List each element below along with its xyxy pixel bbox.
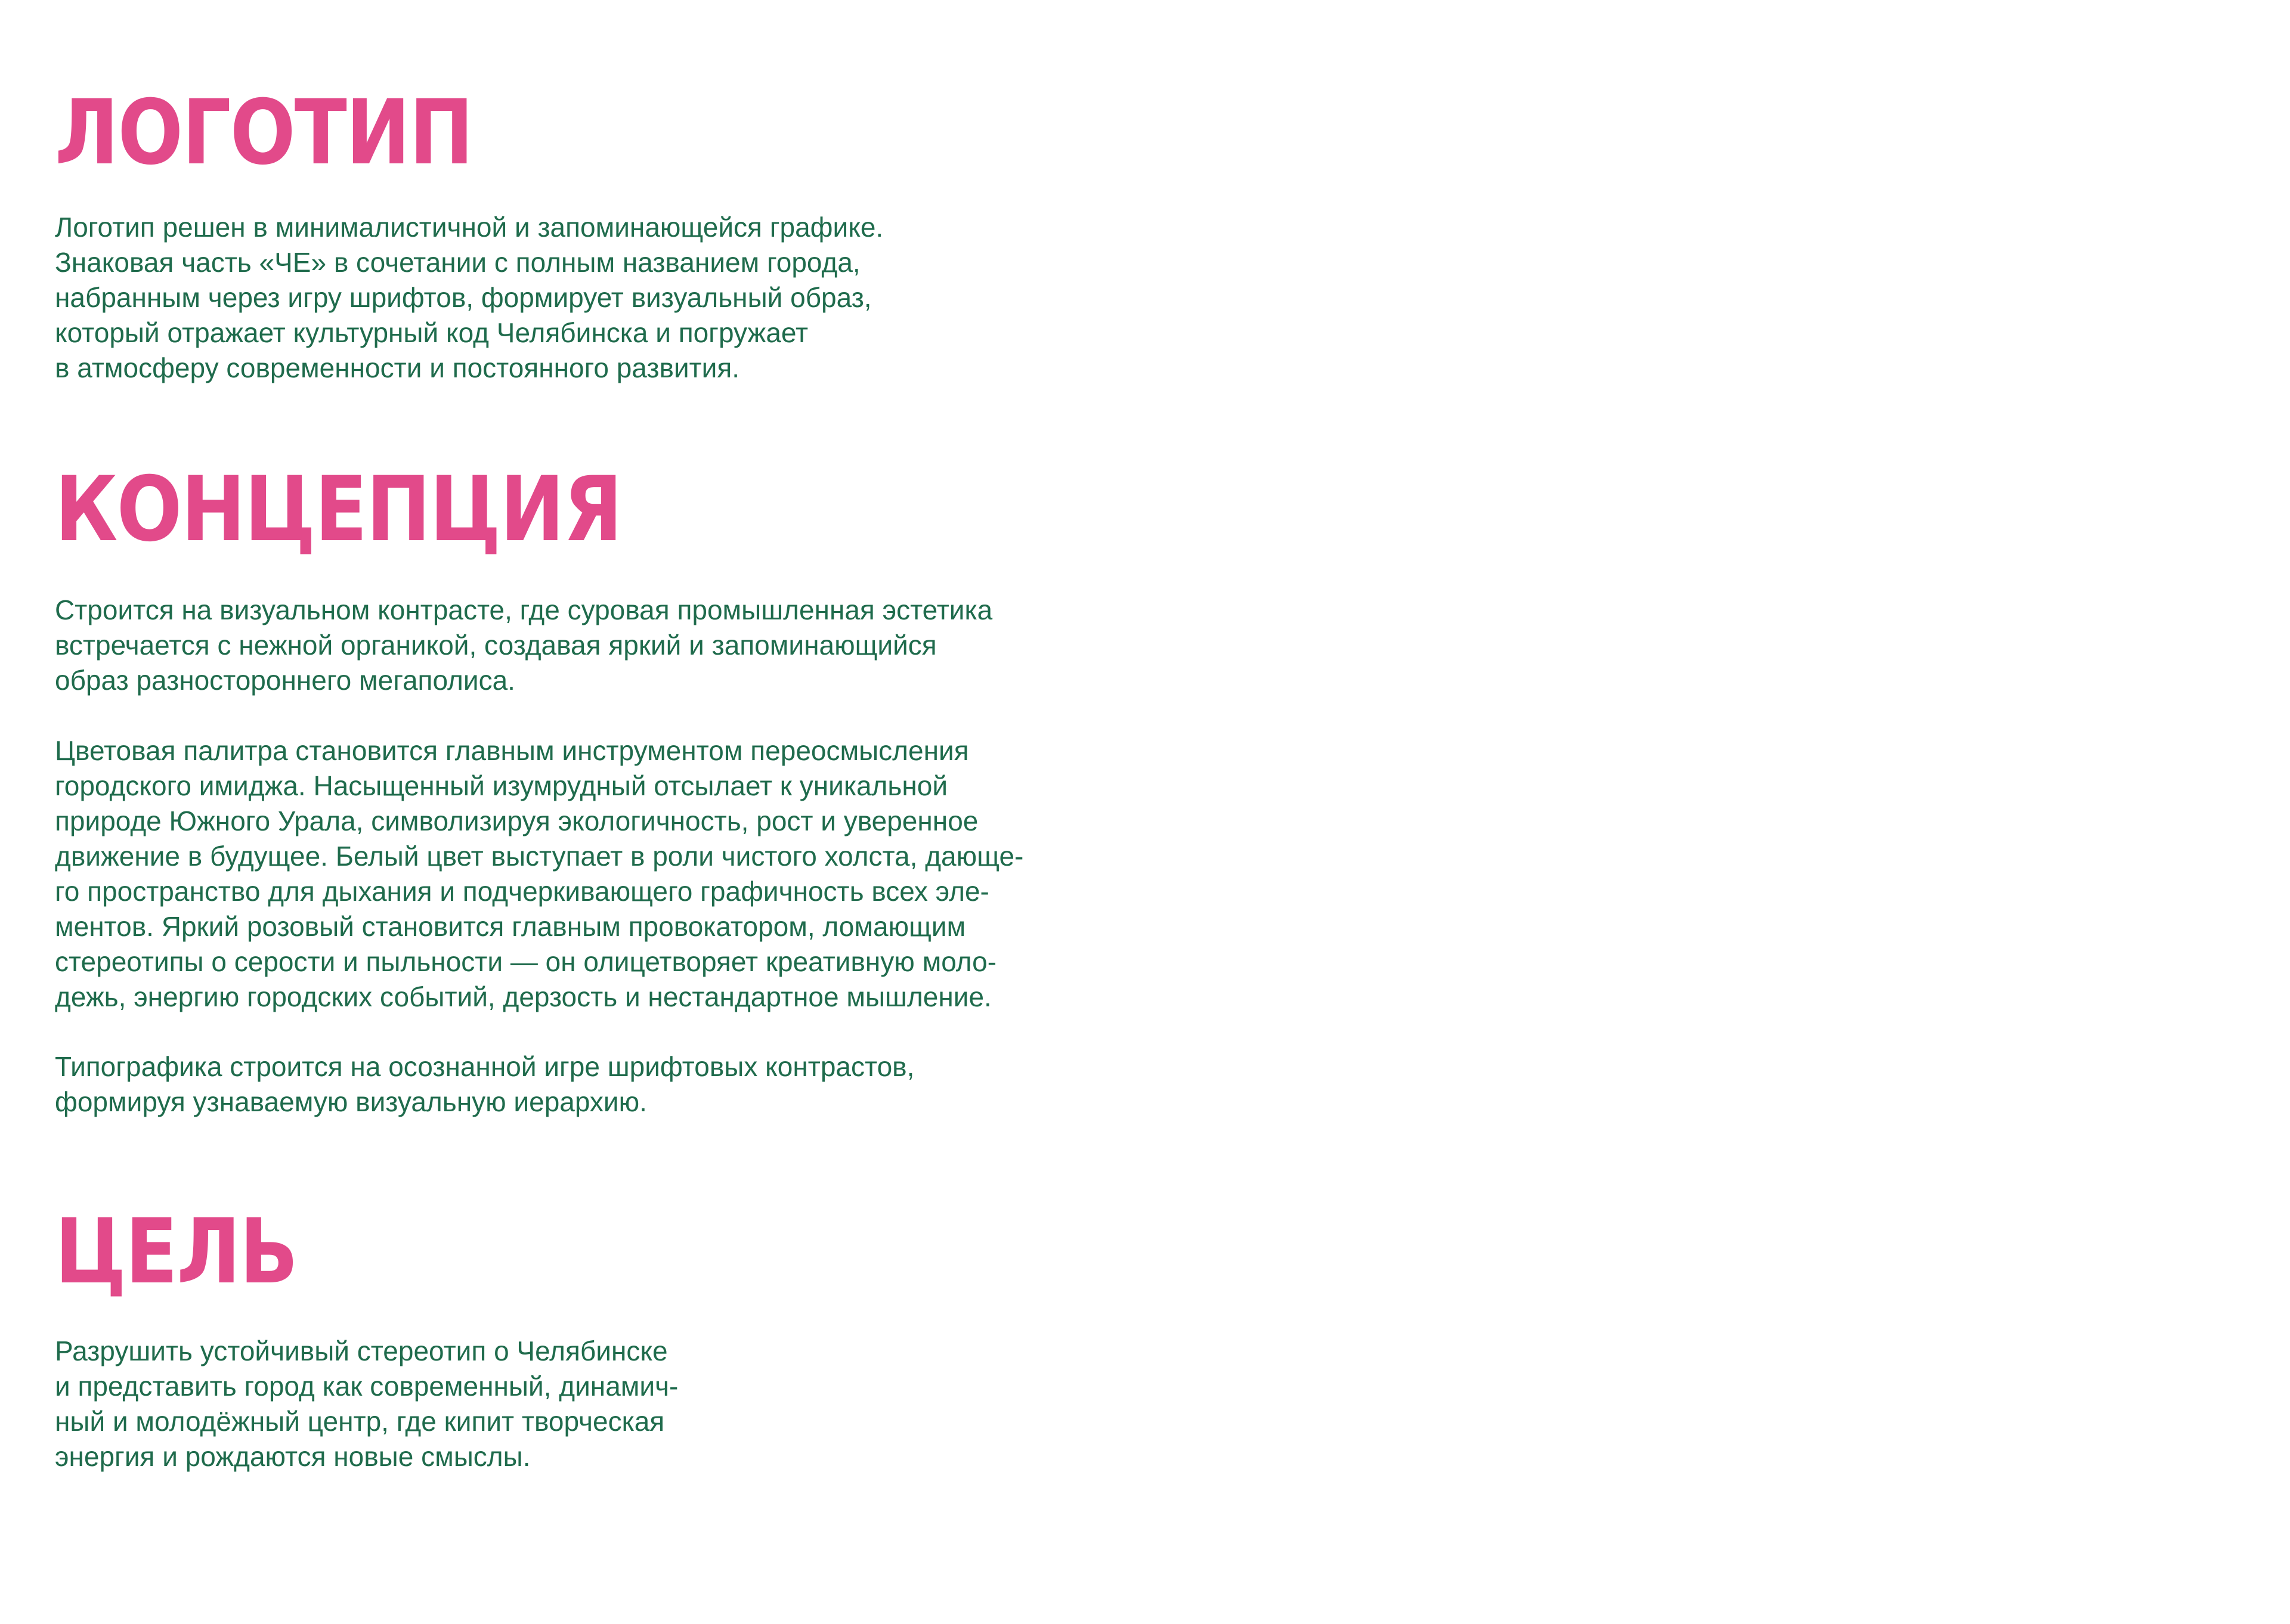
concept-paragraph-line: го пространство для дыхания и подчеркивающего графичность всех эле- [55,876,989,907]
concept-paragraph-line: природе Южного Урала, символизируя экологичность, рост и уверенное [55,805,979,836]
concept-paragraph-line: формируя узнаваемую визуальную иерархию. [55,1086,647,1117]
concept-paragraph-2 [55,733,1023,1015]
concept-paragraph-1 [55,593,992,698]
concept-paragraph-line: ментов. Яркий розовый становится главным провокатором, ломающим [55,911,966,942]
goal-description-line: энергия и рождаются новые смыслы. [55,1441,531,1472]
logo-description-line: в атмосферу современности и постоянного развития. [55,352,740,383]
section-title-logo: ЛОГОТИП [55,81,473,185]
logo-description-line: который отражает культурный код Челябинска и погружает [55,317,809,348]
goal-description-line: и представить город как современный, динамич- [55,1371,679,1402]
concept-paragraph-line: образ разностороннего мегаполиса. [55,665,515,696]
concept-paragraph-line: Строится на визуальном контрасте, где суровая промышленная эстетика [55,594,993,625]
concept-paragraph-line: движение в будущее. Белый цвет выступает в роли чистого холста, дающе- [55,841,1024,872]
concept-paragraph-line: встречается с нежной органикой, создавая яркий и запоминающийся [55,630,937,661]
concept-paragraph-line: дежь, энергию городских событий, дерзость и нестандартное мышление. [55,981,992,1012]
logo-description-line: Логотип решен в минималистичной и запоминающейся графике. [55,212,884,243]
logo-description-line: Знаковая часть «ЧЕ» в сочетании с полным названием города, [55,247,861,278]
goal-description-line: ный и молодёжный центр, где кипит творческая [55,1406,665,1437]
section-title-concept: КОНЦЕПЦИЯ [55,458,622,562]
concept-paragraph-line: стереотипы о серости и пыльности — он олицетворяет креативную моло- [55,946,997,977]
concept-paragraph-line: городского имиджа. Насыщенный изумрудный отсылает к уникальной [55,770,948,801]
logo-description [55,210,883,386]
concept-paragraph-3 [55,1049,914,1120]
logo-description-line: набранным через игру шрифтов, формирует визуальный образ, [55,282,872,313]
goal-description [55,1334,678,1474]
goal-description-line: Разрушить устойчивый стереотип о Челябинске [55,1335,668,1366]
section-title-goal: ЦЕЛЬ [55,1200,298,1304]
concept-paragraph-line: Цветовая палитра становится главным инструментом переосмысления [55,735,969,766]
concept-paragraph-line: Типографика строится на осознанной игре шрифтовых контрастов, [55,1051,915,1082]
